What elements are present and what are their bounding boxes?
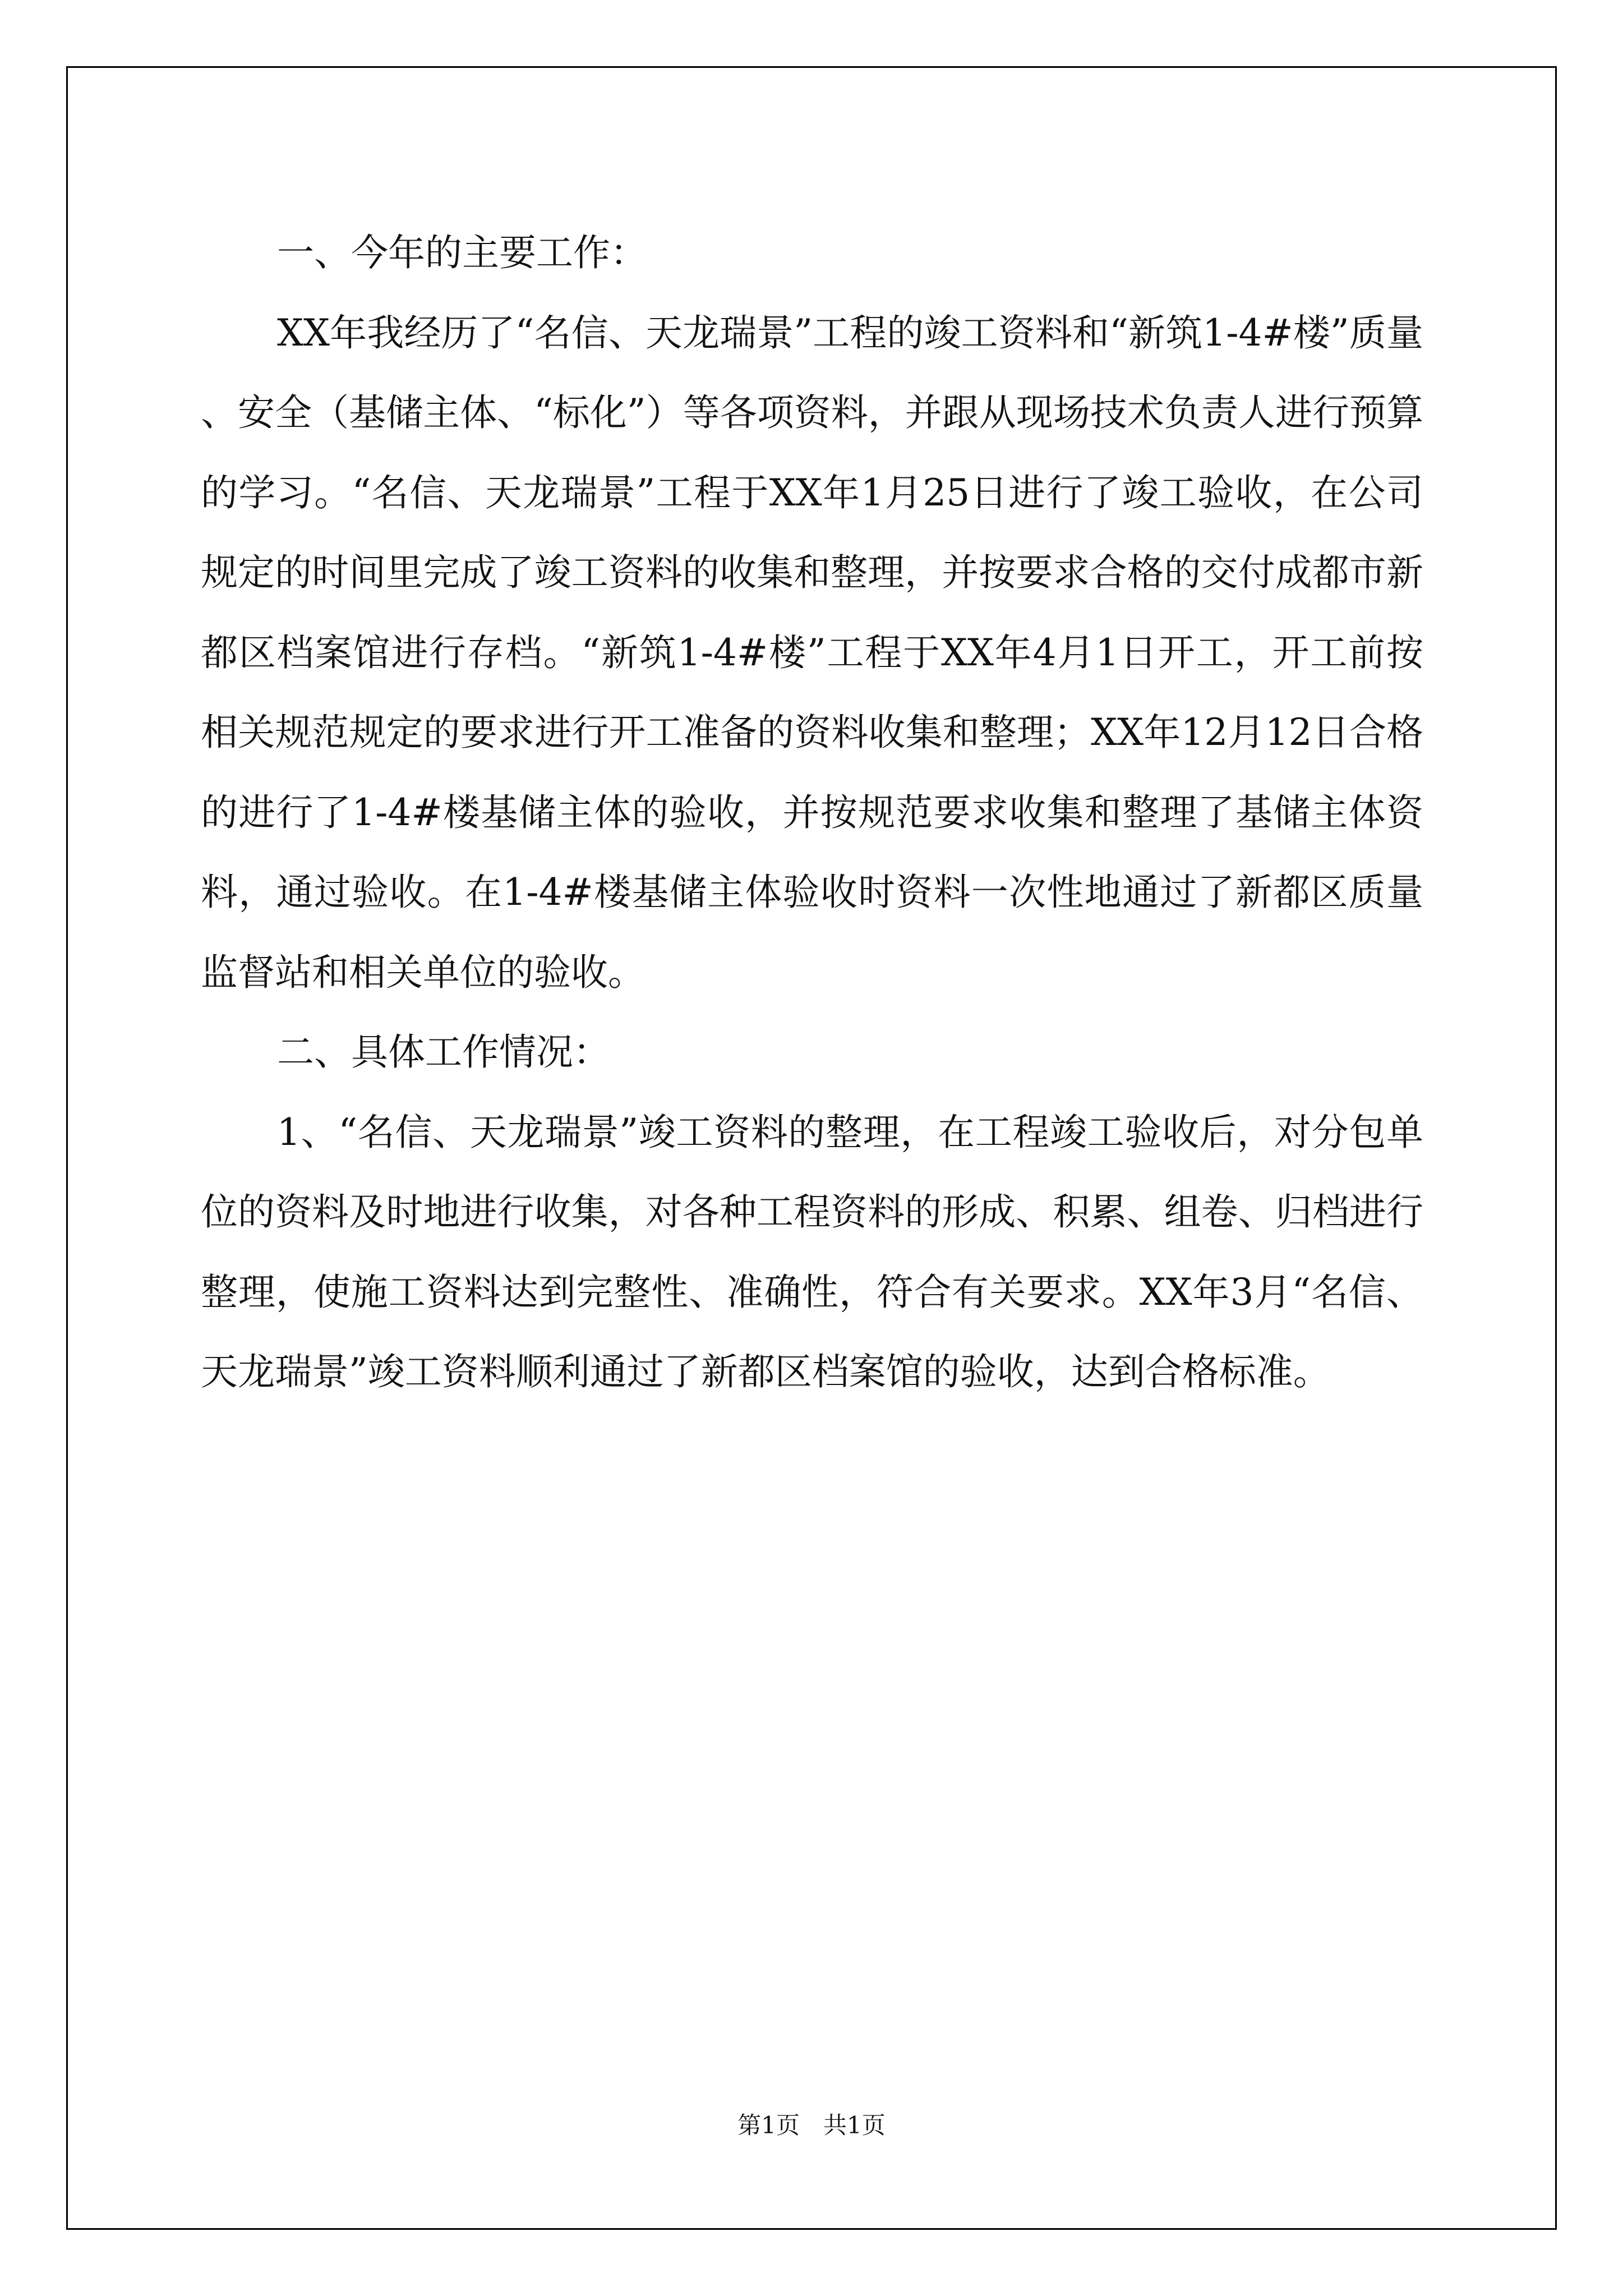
section-heading-2: 二、具体工作情况： (277, 1030, 610, 1074)
paragraph: XX年我经历了“名信、天龙瑞景”工程的竣工资料和“新筑1-4#楼”质量、安全（基储主体、“标化”）等各项资料，并跟从现场技术负责人进行预算的学习。“名信、天龙瑞景”工程于XX年1月25日进行了竣工验收，在公司规定的时间里完成了竣工资料的收集和整理，并按要求合格的交付成都市新都区档案馆进行存档。“新筑1-4#楼”工程于XX年4月1日开工，开工前按相关规范规定的要求进行开工准备的资料收集和整理；XX年12月12日合格的进行了1-4#楼基储主体的验收，并按规范要求收集和整理了基储主体资料，通过验收。在1-4#楼基储主体验收时资料一次性地通过了新都区质量监督站和相关单位的验收。 (201, 311, 1423, 994)
section-heading-1: 一、今年的主要工作： (277, 231, 647, 274)
document-body (201, 213, 1423, 1412)
paragraph: 1、“名信、天龙瑞景”竣工资料的整理，在工程竣工验收后，对分包单位的资料及时地进行收集，对各种工程资料的形成、积累、组卷、归档进行整理，使施工资料达到完整性、准确性，符合有关要求。XX年3月“名信、天龙瑞景”竣工资料顺利通过了新都区档案馆的验收，达到合格标准。 (201, 1110, 1423, 1393)
page-number-footer: 第1页 共1页 (737, 2111, 886, 2139)
